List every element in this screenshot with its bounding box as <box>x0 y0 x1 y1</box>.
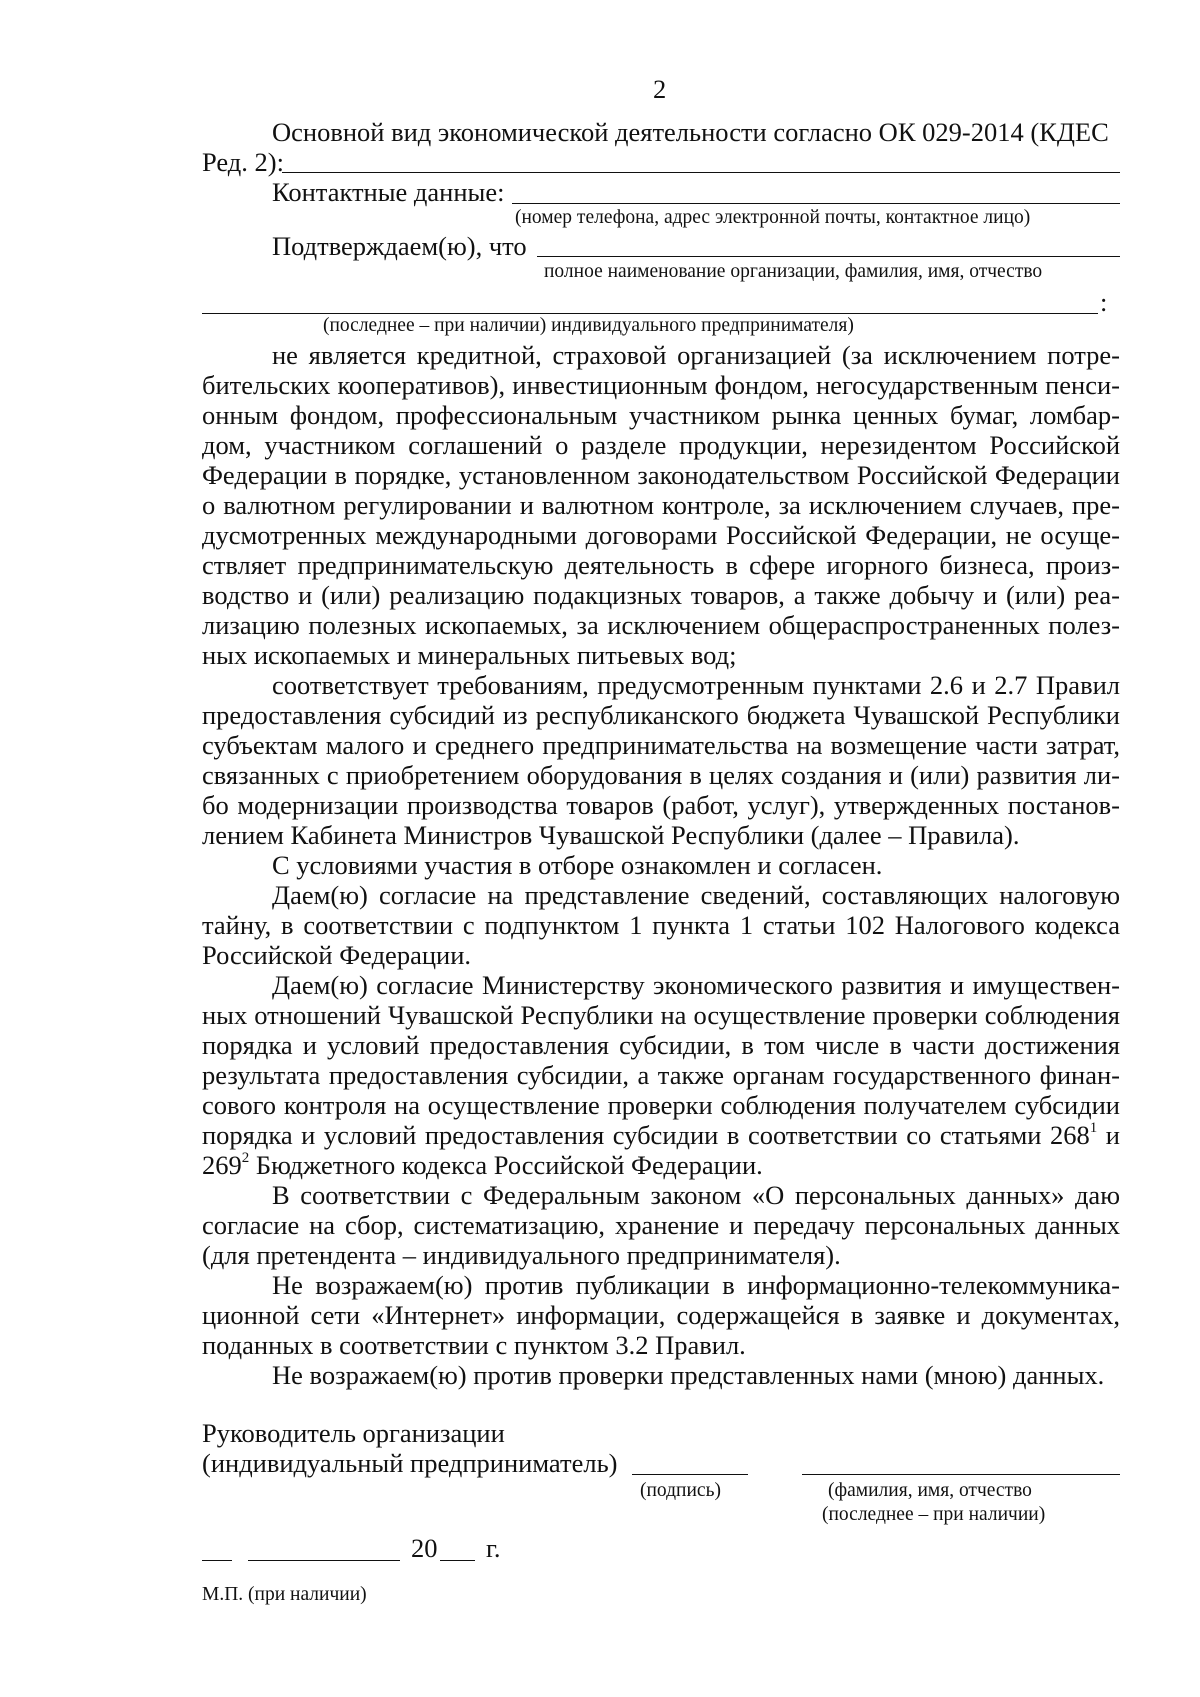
paragraph-line: субъектам малого и среднего предпринимательства на возмещение части затрат, <box>202 730 1120 760</box>
paragraph-tax-secret-consent <box>202 880 1120 970</box>
paragraph-line-with-sup <box>202 1150 1120 1180</box>
paragraph-line: результата предоставления субсидии, а также органам государственного финан- <box>202 1060 1120 1090</box>
paragraph-verification-consent <box>202 1360 1120 1390</box>
text-fragment: 269 <box>202 1150 242 1180</box>
paragraph-line: порядка и условий предоставления субсидии, в том числе в части достижения <box>202 1030 1120 1060</box>
confirm-hint-1: полное наименование организации, фамилия, имя, отчество <box>544 261 1043 282</box>
date-year-blank <box>440 1560 475 1561</box>
okved-label-line2: Ред. 2): <box>202 147 284 177</box>
paragraph-conditions-agreed <box>202 850 1120 880</box>
paragraph-line: бительских кооперативов), инвестиционным фондом, негосударственным пенси- <box>202 370 1120 400</box>
paragraph-line: С условиями участия в отборе ознакомлен и согласен. <box>272 850 883 880</box>
name-hint-line1: (фамилия, имя, отчество <box>828 1480 1032 1501</box>
confirm-blank-line-1 <box>537 256 1120 257</box>
paragraph-line: согласие на сбор, систематизацию, хранение и передачу персональных данных <box>202 1210 1120 1240</box>
date-year-prefix: 20 <box>411 1533 438 1563</box>
superscript: 2 <box>241 1150 250 1167</box>
confirm-blank-line-2 <box>202 313 1098 314</box>
paragraph-line: (для претендента – индивидуального предпринимателя). <box>202 1240 841 1270</box>
paragraph-line: дусмотренных международными договорами Российской Федерации, не осуще- <box>202 520 1120 550</box>
paragraph-line: водство и (или) реализацию подакцизных товаров, а также добычу и (или) реа- <box>202 580 1120 610</box>
contacts-hint: (номер телефона, адрес электронной почты, контактное лицо) <box>515 207 1031 228</box>
confirm-colon: : <box>1100 287 1108 317</box>
paragraph-line-with-sup <box>202 1120 1120 1150</box>
okved-label-line1: Основной вид экономической деятельности согласно ОК 029-2014 (КДЕС <box>272 117 1109 147</box>
text-fragment: порядка и условий предоставления субсидии в соответствии со статьями 268 <box>202 1120 1090 1150</box>
okved-blank-line <box>282 172 1120 173</box>
paragraph-line: ных отношений Чувашской Республики на осуществление проверки соблюдения <box>202 1000 1120 1030</box>
signature-hint: (подпись) <box>640 1480 721 1501</box>
date-year-suffix: г. <box>486 1533 501 1563</box>
confirm-label: Подтверждаем(ю), что <box>272 231 527 261</box>
signature-blank-line <box>632 1474 748 1475</box>
text-fragment: и <box>1097 1120 1120 1150</box>
paragraph-line: ционной сети «Интернет» информации, содержащейся в заявке и документах, <box>202 1300 1120 1330</box>
paragraph-line: Федерации в порядке, установленном законодательством Российской Федерации <box>202 460 1120 490</box>
paragraph-line: предоставления субсидий из республиканского бюджета Чувашской Республики <box>202 700 1120 730</box>
paragraph-line: поданных в соответствии с пунктом 3.2 Правил. <box>202 1330 746 1360</box>
paragraph-line: ных ископаемых и минеральных питьевых вод; <box>202 640 737 670</box>
paragraph-line: тайну, в соответствии с подпунктом 1 пункта 1 статьи 102 Налогового кодекса <box>202 910 1120 940</box>
name-blank-line <box>802 1474 1120 1475</box>
stamp-place-label: М.П. (при наличии) <box>202 1584 367 1605</box>
page-number: 2 <box>653 74 667 104</box>
paragraph-line: лизацию полезных ископаемых, за исключением общераспространенных полез- <box>202 610 1120 640</box>
superscript: 1 <box>1089 1120 1098 1137</box>
contacts-label: Контактные данные: <box>272 177 505 207</box>
paragraph-line: Российской Федерации. <box>202 940 471 970</box>
paragraph-line: Даем(ю) согласие на представление сведений, составляющих налоговую <box>272 880 1120 910</box>
paragraph-line: соответствует требованиям, предусмотренным пунктами 2.6 и 2.7 Правил <box>272 670 1120 700</box>
signatory-title-line1: Руководитель организации <box>202 1418 505 1448</box>
paragraph-publication-consent <box>202 1270 1120 1360</box>
paragraph-line: бо модернизации производства товаров (работ, услуг), утвержденных постанов- <box>202 790 1120 820</box>
paragraph-line: Даем(ю) согласие Министерству экономического развития и имуществен- <box>272 970 1120 1000</box>
signatory-title-line2: (индивидуальный предприниматель) <box>202 1448 618 1478</box>
paragraph-line: ствляет предпринимательскую деятельность в сфере игорного бизнеса, произ- <box>202 550 1120 580</box>
paragraph-line: онным фондом, профессиональным участником рынка ценных бумаг, ломбар- <box>202 400 1120 430</box>
paragraph-not-credit-org <box>202 340 1120 670</box>
name-hint-line2: (последнее – при наличии) <box>822 1504 1046 1525</box>
date-month-blank <box>248 1560 400 1561</box>
paragraph-line: сового контроля на осуществление проверки соблюдения получателем субсидии <box>202 1090 1120 1120</box>
paragraph-line: не является кредитной, страховой организацией (за исключением потре- <box>272 340 1120 370</box>
confirm-hint-2: (последнее – при наличии) индивидуального предпринимателя) <box>323 315 854 336</box>
paragraph-line: связанных с приобретением оборудования в целях создания и (или) развития ли- <box>202 760 1120 790</box>
paragraph-line: дом, участником соглашений о разделе продукции, нерезидентом Российской <box>202 430 1120 460</box>
paragraph-line: о валютном регулировании и валютном контроле, за исключением случаев, пре- <box>202 490 1120 520</box>
contacts-blank-line <box>512 203 1120 204</box>
paragraph-meets-requirements <box>202 670 1120 850</box>
paragraph-personal-data-consent <box>202 1180 1120 1270</box>
paragraph-line: В соответствии с Федеральным законом «О персональных данных» даю <box>272 1180 1120 1210</box>
paragraph-ministry-consent <box>202 970 1120 1180</box>
paragraph-line: Не возражаем(ю) против публикации в информационно-телекоммуника- <box>272 1270 1120 1300</box>
date-day-blank <box>202 1560 232 1561</box>
paragraph-line: лением Кабинета Министров Чувашской Республики (далее – Правила). <box>202 820 1020 850</box>
paragraph-line: Не возражаем(ю) против проверки представленных нами (мною) данных. <box>272 1360 1105 1390</box>
text-fragment: Бюджетного кодекса Российской Федерации. <box>249 1150 763 1180</box>
